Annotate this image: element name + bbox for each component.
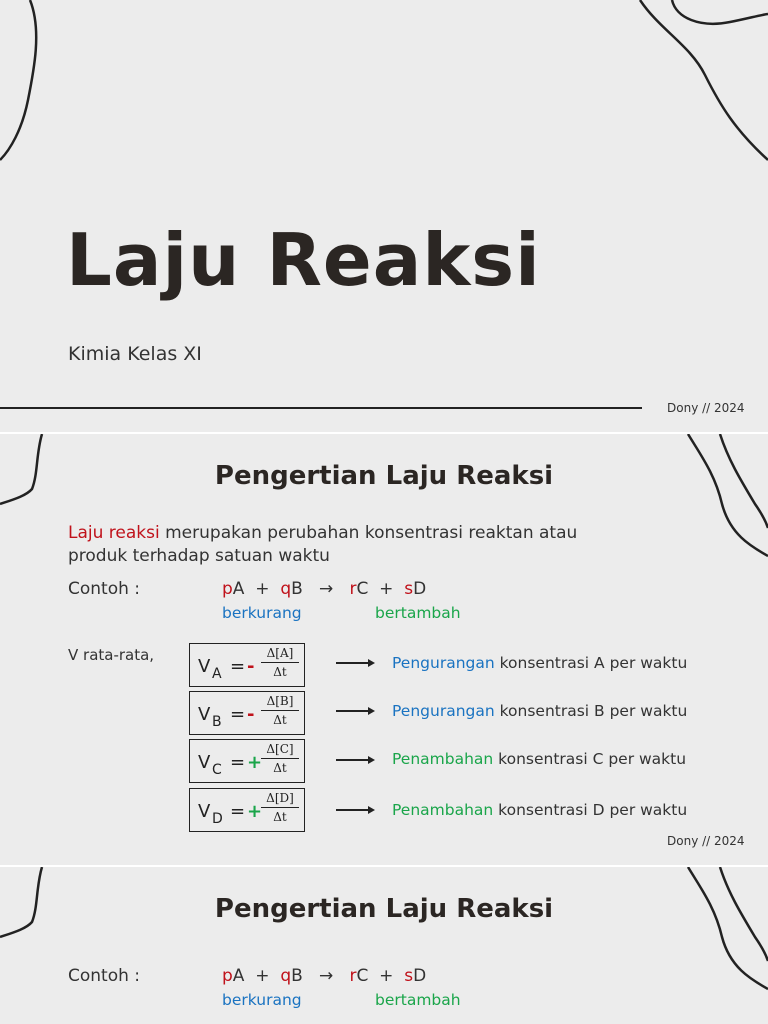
rate-formula-c: V C = + $\frac{\Delta[C]}{\Delta t}$ bbox=[189, 739, 305, 783]
slide-definition bbox=[0, 434, 768, 865]
product-note: bertambah bbox=[375, 991, 461, 1009]
slide-heading: Pengertian Laju Reaksi bbox=[214, 894, 554, 924]
divider-line bbox=[0, 407, 642, 409]
rate-formula-d: V D = + $\frac{\Delta[D]}{\Delta t}$ bbox=[189, 788, 305, 832]
rate-label: V rata-rata, bbox=[68, 646, 155, 664]
product-note: bertambah bbox=[375, 604, 461, 622]
slide-heading: Pengertian Laju Reaksi bbox=[214, 461, 554, 491]
credit: Dony // 2024 bbox=[667, 401, 745, 415]
arrow-right-icon bbox=[336, 658, 376, 668]
credit: Dony // 2024 bbox=[667, 834, 745, 848]
reaction-equation: pA + qB → rC + sD bbox=[222, 966, 427, 986]
definition-term: Laju reaksi bbox=[68, 523, 160, 543]
reactant-note: berkurang bbox=[222, 604, 302, 622]
rate-description-d: Penambahan konsentrasi D per waktu bbox=[392, 801, 688, 819]
rate-description-a: Pengurangan konsentrasi A per waktu bbox=[392, 654, 688, 672]
decorative-lines bbox=[0, 0, 768, 432]
arrow-right-icon bbox=[336, 706, 376, 716]
example-label: Contoh : bbox=[68, 966, 141, 986]
example-label: Contoh : bbox=[68, 579, 141, 599]
arrow-right-icon bbox=[336, 805, 376, 815]
rate-description-c: Penambahan konsentrasi C per waktu bbox=[392, 750, 687, 768]
definition-line-2: produk terhadap satuan waktu bbox=[68, 546, 330, 566]
rate-formula-b: V B = - $\frac{\Delta[B]}{\Delta t}$ bbox=[189, 691, 305, 735]
slide-title bbox=[0, 0, 768, 432]
reaction-equation: pA + qB → rC + sD bbox=[222, 579, 427, 599]
definition-text: merupakan perubahan konsentrasi reaktan atau bbox=[159, 523, 578, 543]
reactant-note: berkurang bbox=[222, 991, 302, 1009]
subtitle: Kimia Kelas XI bbox=[68, 343, 202, 365]
rate-formula-a: V A = - $\frac{\Delta[A]}{\Delta t}$ bbox=[189, 643, 305, 687]
slide-definition-continued bbox=[0, 867, 768, 1024]
arrow-right-icon bbox=[336, 755, 376, 765]
definition-line-1 bbox=[68, 523, 577, 543]
rate-description-b: Pengurangan konsentrasi B per waktu bbox=[392, 702, 688, 720]
presentation-title: Laju Reaksi bbox=[66, 218, 541, 302]
